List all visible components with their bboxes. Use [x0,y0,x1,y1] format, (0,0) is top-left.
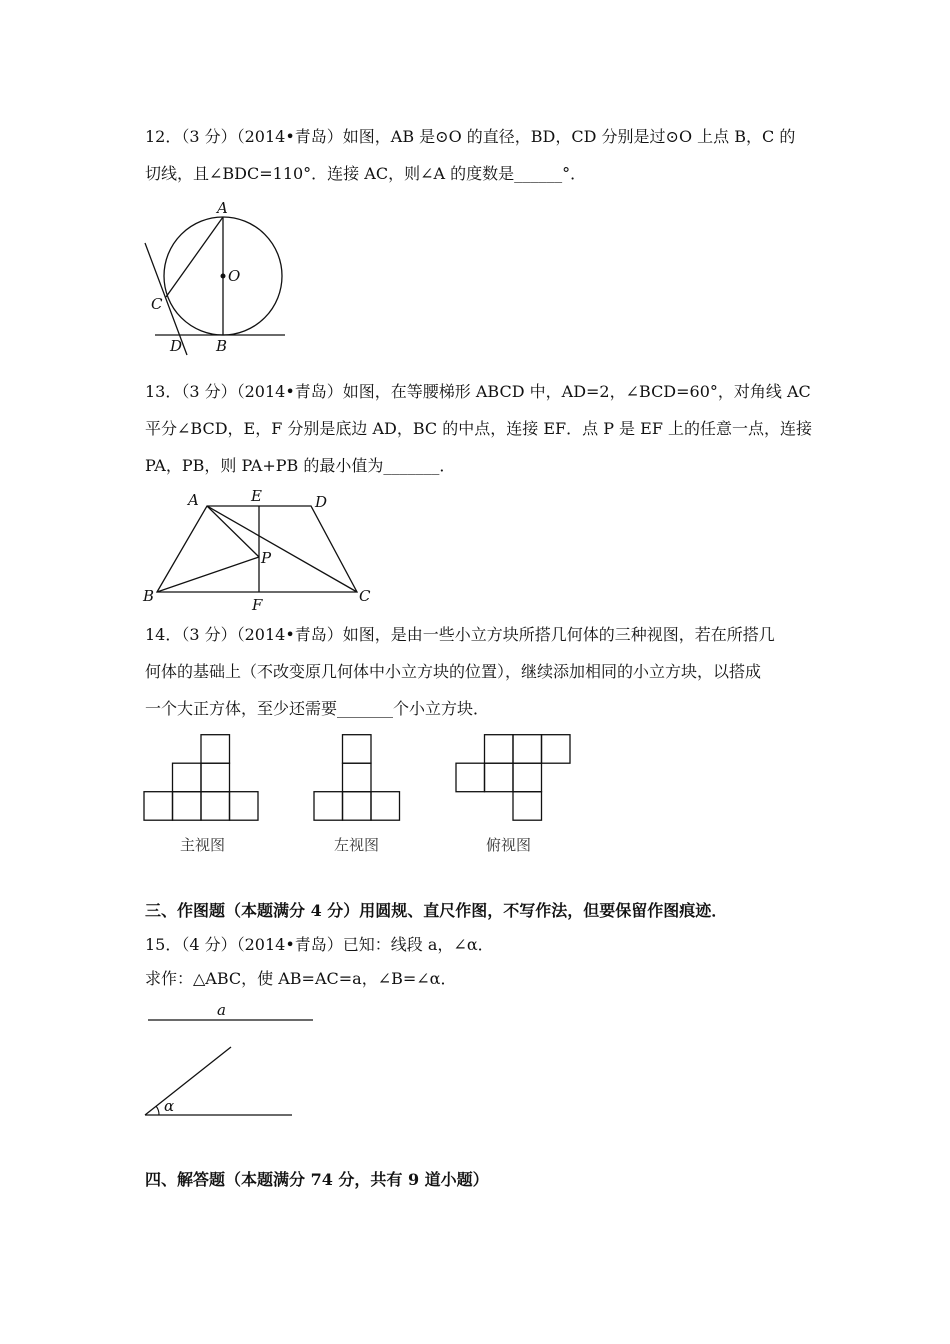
q15-label-alpha: α [164,1097,175,1115]
q12-label-C: C [151,295,163,313]
q13-label-A: A [188,491,199,509]
q13-line-3: PA，PB，则 PA+PB 的最小值为_______． [145,456,456,475]
q13-line-2: 平分∠BCD，E，F 分别是底边 AD，BC 的中点，连接 EF．点 P 是 EF 上的任意一点，连接 [145,419,813,438]
q13-label-C: C [359,587,371,605]
q13-label-B: B [143,587,155,605]
q12-label-O: O [228,267,241,285]
q12-label-A: A [217,199,228,217]
q15-label-a: a [217,1001,226,1019]
q14-caption-left: 左视图 [334,836,380,854]
q12-label-B: B [216,337,228,355]
q13-line-1: 13．（3 分）（2014•青岛）如图，在等腰梯形 ABCD 中，AD=2，∠BCD=60°，对角线 AC [145,382,811,401]
q13-trapezoid-figure [135,485,385,615]
q13-label-D: D [315,493,328,511]
q14-caption-top: 俯视图 [486,836,532,854]
q13-label-E: E [251,487,262,505]
q15-line-1: 15．（4 分）（2014•青岛）已知：线段 a，∠α． [145,935,494,954]
section-3-heading: 三、作图题（本题满分 4 分）用圆规、直尺作图，不写作法，但要保留作图痕迹． [145,901,728,920]
q12-label-D: D [170,337,183,355]
q14-caption-front: 主视图 [180,836,226,854]
q15-segment-and-angle-figure [140,998,320,1120]
q14-front-view [143,734,259,822]
q13-label-P: P [261,549,272,567]
q14-line-2: 何体的基础上（不改变原几何体中小立方块的位置），继续添加相同的小立方块，以搭成 [145,662,762,681]
q14-left-view [313,734,402,822]
q12-line-2: 切线，且∠BDC=110°．连接 AC，则∠A 的度数是______°． [145,164,587,183]
q14-line-1: 14．（3 分）（2014•青岛）如图，是由一些小立方块所搭几何体的三种视图，若在所搭几 [145,625,775,644]
q14-line-3: 一个大正方体，至少还需要_______个小立方块． [145,699,490,718]
q12-line-1: 12．（3 分）（2014•青岛）如图，AB 是⊙O 的直径，BD，CD 分别是过⊙O 上点 B，C 的 [145,127,796,146]
q14-top-view [455,734,572,822]
q15-line-2: 求作：△ABC，使 AB=AC=a，∠B=∠α． [145,969,457,988]
q13-label-F: F [252,596,263,614]
section-4-heading: 四、解答题（本题满分 74 分，共有 9 道小题） [145,1170,489,1189]
q12-circle-figure [135,195,305,360]
